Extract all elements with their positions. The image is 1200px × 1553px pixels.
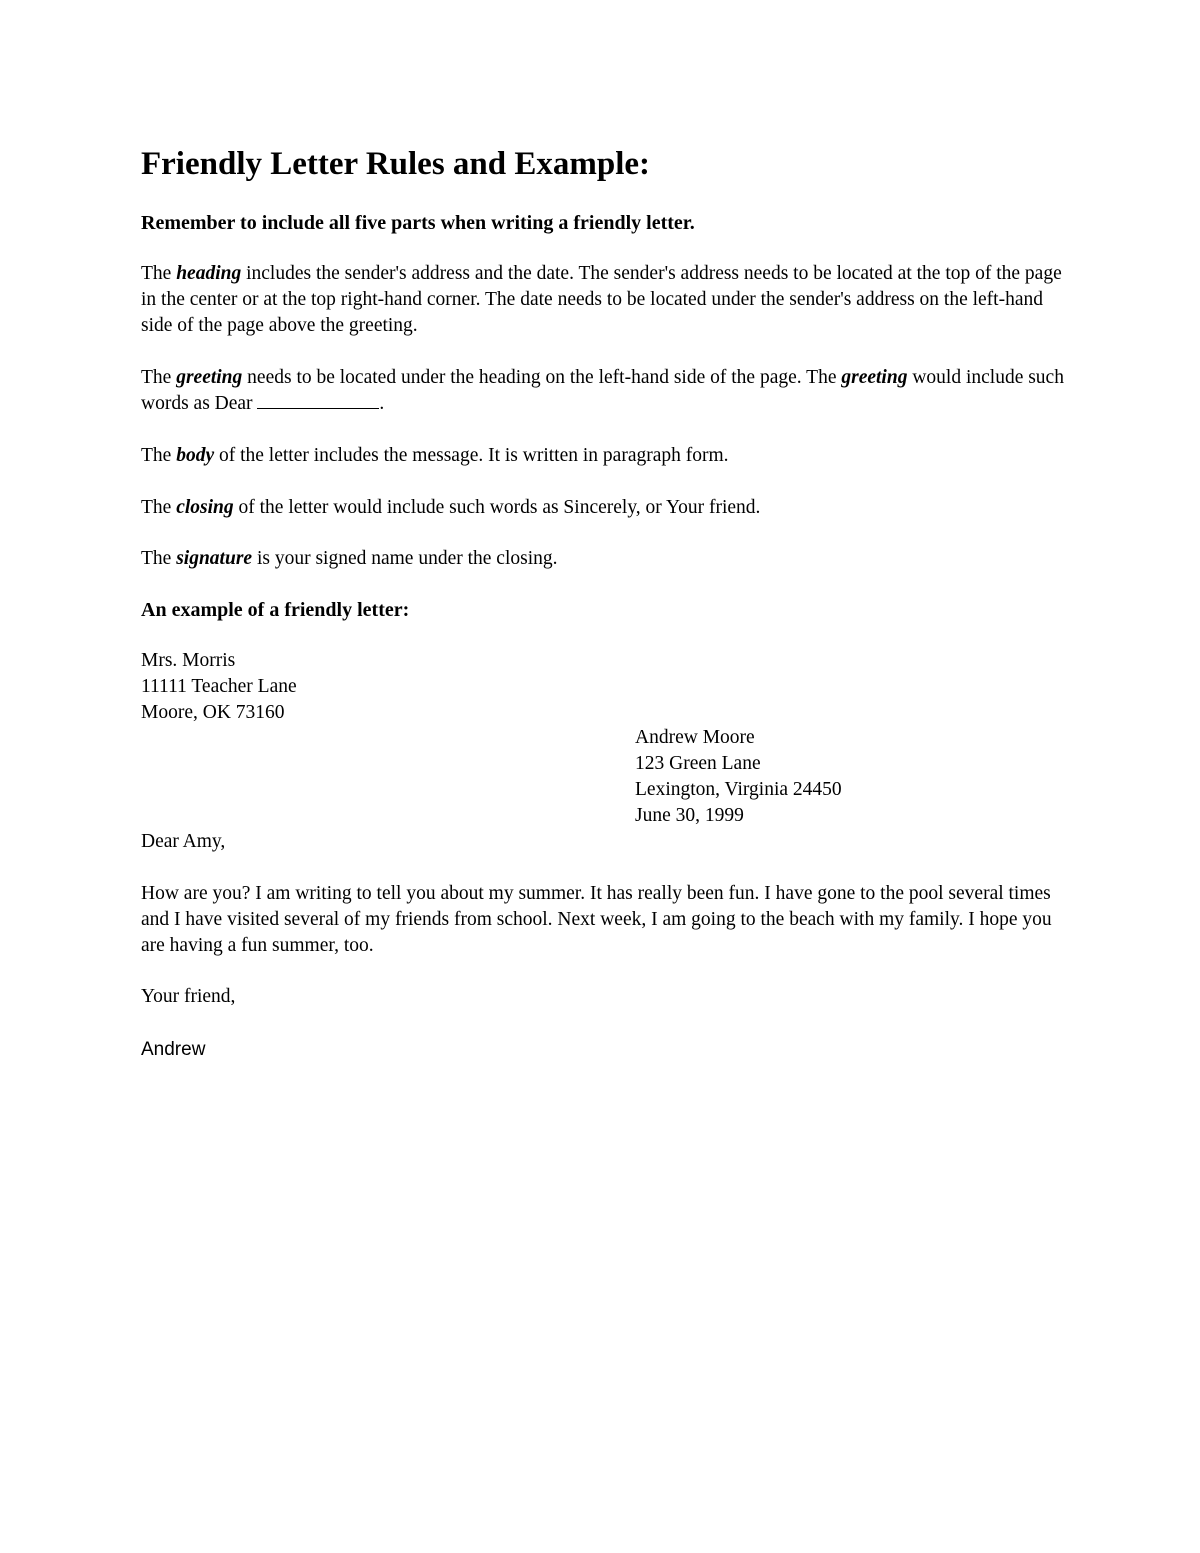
- letter-date: June 30, 1999: [635, 805, 744, 826]
- rule-greeting-term-second: greeting: [841, 367, 908, 388]
- rule-greeting-mid: needs to be located under the heading on the left-hand side of the page. The: [242, 367, 842, 388]
- rule-signature-paragraph: [141, 546, 1071, 572]
- sender-street: 123 Green Lane: [635, 753, 761, 774]
- rule-body-paragraph: [141, 443, 1071, 469]
- rule-greeting-term: greeting: [176, 367, 243, 388]
- rule-signature-text: is your signed name under the closing.: [252, 548, 558, 569]
- rule-body-pre: The: [141, 445, 177, 466]
- rule-greeting-text: would include such words as Dear: [141, 367, 1064, 414]
- rule-closing-term: closing: [176, 497, 234, 518]
- rule-greeting-end: .: [379, 393, 385, 414]
- letter-signature: Andrew: [141, 1039, 206, 1060]
- rule-greeting-pre: The: [141, 367, 177, 388]
- rule-greeting-paragraph: [141, 365, 1071, 417]
- rule-signature-term: signature: [176, 548, 253, 569]
- rule-heading-paragraph: [141, 261, 1071, 339]
- rule-heading-text: includes the sender's address and the date. The sender's address needs to be located at the top of the page in the center or at the top right-hand corner. The date needs to be located under the sender's address on the left-hand side of the page above the greeting.: [141, 263, 1062, 336]
- rule-heading-pre: The: [141, 263, 177, 284]
- rule-closing-text: of the letter would include such words as Sincerely, or Your friend.: [233, 497, 761, 518]
- rule-closing-pre: The: [141, 497, 177, 518]
- rule-closing-paragraph: [141, 495, 1071, 521]
- example-heading: An example of a friendly letter:: [141, 599, 410, 621]
- recipient-name: Mrs. Morris: [141, 650, 236, 671]
- recipient-address: [141, 648, 297, 726]
- rule-signature-pre: The: [141, 548, 177, 569]
- recipient-city: Moore, OK 73160: [141, 702, 285, 723]
- sender-heading: [635, 725, 842, 829]
- rule-body-text: of the letter includes the message. It is written in paragraph form.: [214, 445, 729, 466]
- recipient-street: 11111 Teacher Lane: [141, 676, 297, 697]
- sender-city: Lexington, Virginia 24450: [635, 779, 842, 800]
- document-title: Friendly Letter Rules and Example:: [141, 146, 651, 182]
- fill-in-blank-line: [257, 392, 379, 409]
- letter-closing: Your friend,: [141, 986, 236, 1007]
- rule-body-term: body: [176, 445, 215, 466]
- letter-greeting: Dear Amy,: [141, 831, 226, 852]
- sender-name: Andrew Moore: [635, 727, 755, 748]
- letter-body: How are you? I am writing to tell you about my summer. It has really been fun. I have gone to the pool several times and I have visited several of my friends from school. Next week, I am going to the beach with my family. I hope you are having a fun summer, too.: [141, 883, 1052, 956]
- document-subtitle: Remember to include all five parts when writing a friendly letter.: [141, 212, 695, 234]
- rule-heading-term: heading: [176, 263, 242, 284]
